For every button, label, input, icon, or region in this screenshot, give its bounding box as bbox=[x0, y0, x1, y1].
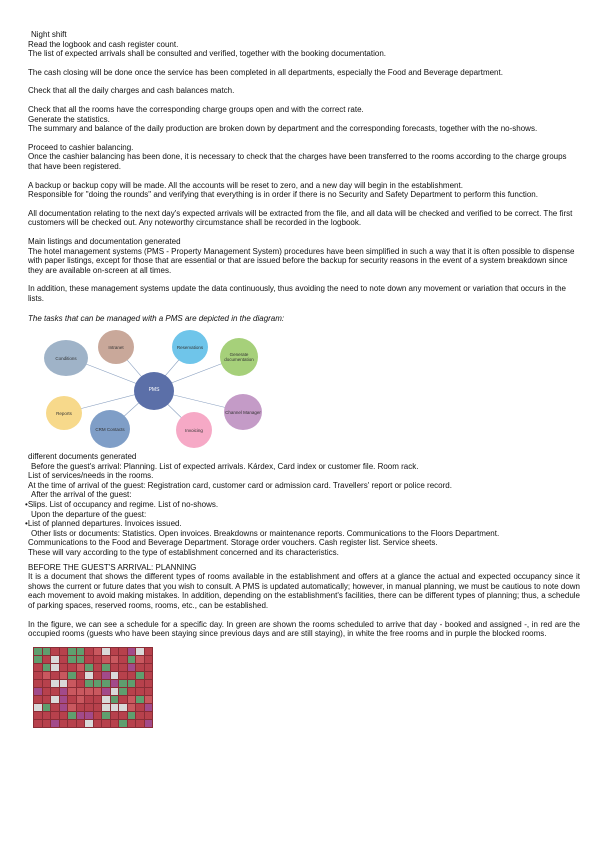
doc-line: Before the guest's arrival: Planning. List of expected arrivals. Kárdex, Card index or customer file. Room rack. bbox=[31, 461, 419, 471]
schedule-cell bbox=[111, 720, 119, 727]
schedule-cell bbox=[111, 712, 119, 719]
schedule-cell bbox=[60, 680, 68, 687]
schedule-cell bbox=[94, 656, 102, 663]
doc-bullet-line bbox=[25, 519, 580, 529]
schedule-cell bbox=[77, 664, 85, 671]
schedule-cell bbox=[60, 672, 68, 679]
schedule-cell bbox=[145, 680, 153, 687]
schedule-cell bbox=[136, 704, 144, 711]
paragraph: Once the cashier balancing has been done, it is necessary to check that the charges have been transferred to the rooms according to the charge groups that have been registered. bbox=[28, 152, 567, 171]
documents-heading: different documents generated bbox=[28, 452, 137, 462]
schedule-cell bbox=[51, 680, 59, 687]
schedule-cell bbox=[77, 712, 85, 719]
doc-line: Upon the departure of the guest: bbox=[31, 509, 147, 519]
schedule-cell bbox=[60, 664, 68, 671]
paragraph: The cash closing will be done once the service has been completed in all departments, especially the Food and Beverage department. bbox=[28, 67, 503, 77]
schedule-cell bbox=[43, 656, 51, 663]
schedule-cell bbox=[128, 720, 136, 727]
doc-line: At the time of arrival of the guest: Registration card, customer card or admission card. Travellers' report or police record. bbox=[28, 480, 452, 490]
paragraph: All documentation relating to the next day's expected arrivals will be extracted from the file, and all data will be checked and verified to be correct. The first customers will be checked out. Any noteworthy circumstance shall be recorded in the logbook. bbox=[28, 208, 573, 228]
paragraph: The hotel management systems (PMS - Property Management System) procedures have been simplified in such a way that it is often possible to dispense with paper listings, except for those that are essential or that are issued before the backup for security reasons in the event of a system breakdown since they are available on-screen at all times. bbox=[28, 246, 575, 275]
schedule-cell bbox=[111, 680, 119, 687]
schedule-cell bbox=[43, 720, 51, 727]
schedule-cell bbox=[68, 696, 76, 703]
schedule-cell bbox=[34, 672, 42, 679]
schedule-cell bbox=[145, 720, 153, 727]
schedule-cell bbox=[85, 696, 93, 703]
schedule-cell bbox=[102, 720, 110, 727]
schedule-cell bbox=[34, 704, 42, 711]
schedule-cell bbox=[34, 696, 42, 703]
schedule-cell bbox=[94, 696, 102, 703]
schedule-cell bbox=[94, 712, 102, 719]
schedule-cell bbox=[119, 680, 127, 687]
schedule-cell bbox=[51, 688, 59, 695]
schedule-cell bbox=[102, 704, 110, 711]
schedule-cell bbox=[94, 664, 102, 671]
schedule-cell bbox=[43, 672, 51, 679]
doc-line: After the arrival of the guest: bbox=[31, 490, 132, 500]
schedule-cell bbox=[51, 664, 59, 671]
schedule-cell bbox=[136, 712, 144, 719]
schedule-cell bbox=[102, 648, 110, 655]
bullet-icon: • bbox=[25, 519, 28, 529]
schedule-cell bbox=[51, 656, 59, 663]
schedule-cell bbox=[119, 712, 127, 719]
paragraph: It is a document that shows the different types of rooms available in the establishment and offers at a glance the actual and expected occupancy since it shows the current or future dates that you wish to consult. A PMS is updated automatically; however, in manual planning, we must be cautious to note down each movement to avoid making mistakes. In addition, depending on the establishment's facilities, there can be different types of planning; thus, a schedule of parking spaces, reserved rooms, rooms, etc., can be established. bbox=[28, 572, 580, 610]
schedule-cell bbox=[68, 680, 76, 687]
schedule-cell bbox=[94, 720, 102, 727]
schedule-cell bbox=[119, 664, 127, 671]
schedule-cell bbox=[85, 720, 93, 727]
schedule-cell bbox=[60, 704, 68, 711]
doc-line: List of planned departures. Invoices issued. bbox=[27, 519, 182, 529]
schedule-cell bbox=[34, 656, 42, 663]
schedule-cell bbox=[60, 720, 68, 727]
schedule-cell bbox=[136, 672, 144, 679]
schedule-cell bbox=[119, 672, 127, 679]
schedule-cell bbox=[111, 664, 119, 671]
schedule-cell bbox=[85, 704, 93, 711]
schedule-cell bbox=[51, 696, 59, 703]
schedule-cell bbox=[119, 720, 127, 727]
schedule-cell bbox=[145, 672, 153, 679]
night-shift-heading: Night shift bbox=[31, 30, 67, 39]
schedule-cell bbox=[128, 672, 136, 679]
schedule-cell bbox=[85, 672, 93, 679]
schedule-cell bbox=[68, 672, 76, 679]
schedule-cell bbox=[102, 672, 110, 679]
schedule-cell bbox=[60, 688, 68, 695]
schedule-cell bbox=[43, 712, 51, 719]
paragraph: In the figure, we can see a schedule for a specific day. In green are shown the rooms scheduled to arrive that day - booked and assigned -, in red are the occupied rooms (guests who have been staying since previous days and are still staying), in white the free rooms and in purple the blocked rooms. bbox=[28, 619, 580, 639]
schedule-cell bbox=[119, 688, 127, 695]
diagram-node: Intranet bbox=[98, 330, 134, 364]
schedule-cell bbox=[77, 688, 85, 695]
schedule-cell bbox=[145, 688, 153, 695]
schedule-cell bbox=[43, 680, 51, 687]
schedule-cell bbox=[51, 704, 59, 711]
schedule-cell bbox=[77, 680, 85, 687]
schedule-cell bbox=[145, 704, 153, 711]
schedule-cell bbox=[128, 696, 136, 703]
schedule-cell bbox=[85, 712, 93, 719]
schedule-cell bbox=[34, 680, 42, 687]
schedule-cell bbox=[77, 696, 85, 703]
schedule-cell bbox=[43, 648, 51, 655]
schedule-cell bbox=[43, 696, 51, 703]
doc-line: Communications to the Food and Beverage Department. Storage order vouchers. Cash register list. Service sheets. bbox=[28, 538, 438, 548]
schedule-cell bbox=[51, 712, 59, 719]
schedule-cell bbox=[60, 696, 68, 703]
schedule-cell bbox=[128, 680, 136, 687]
schedule-cell bbox=[51, 720, 59, 727]
diagram-node: Reservations bbox=[172, 330, 208, 364]
schedule-cell bbox=[94, 648, 102, 655]
paragraph: A backup or backup copy will be made. All the accounts will be reset to zero, and a new day will begin in the establishment. bbox=[28, 180, 463, 190]
schedule-cell bbox=[77, 648, 85, 655]
schedule-cell bbox=[145, 648, 153, 655]
schedule-cell bbox=[77, 672, 85, 679]
schedule-cell bbox=[68, 656, 76, 663]
schedule-cell bbox=[136, 680, 144, 687]
schedule-cell bbox=[119, 696, 127, 703]
paragraph: In addition, these management systems update the data continuously, thus avoiding the need to note down any movement or variation that occurs in the lists. bbox=[28, 284, 566, 303]
schedule-cell bbox=[34, 648, 42, 655]
paragraph: Proceed to cashier balancing. bbox=[28, 142, 134, 152]
schedule-cell bbox=[145, 656, 153, 663]
schedule-cell bbox=[60, 648, 68, 655]
schedule-cell bbox=[136, 688, 144, 695]
schedule-cell bbox=[43, 704, 51, 711]
schedule-cell bbox=[43, 688, 51, 695]
paragraph: Check that all the daily charges and cash balances match. bbox=[28, 86, 235, 96]
schedule-cell bbox=[128, 704, 136, 711]
schedule-cell bbox=[128, 688, 136, 695]
schedule-cell bbox=[119, 656, 127, 663]
document-page bbox=[25, 30, 580, 728]
schedule-cell bbox=[77, 704, 85, 711]
schedule-cell bbox=[102, 664, 110, 671]
doc-line: Other lists or documents: Statistics. Open invoices. Breakdowns or maintenance reports. Communications to the Floors Department. bbox=[31, 528, 500, 538]
schedule-cell bbox=[102, 656, 110, 663]
schedule-cell bbox=[119, 648, 127, 655]
schedule-cell bbox=[68, 648, 76, 655]
schedule-cell bbox=[85, 656, 93, 663]
schedule-cell bbox=[128, 648, 136, 655]
doc-line: These will vary according to the type of establishment concerned and its characteristics. bbox=[28, 548, 339, 557]
schedule-cell bbox=[85, 664, 93, 671]
schedule-cell bbox=[68, 704, 76, 711]
diagram-node: CRM Contacts bbox=[90, 410, 130, 448]
schedule-cell bbox=[68, 720, 76, 727]
doc-bullet-line bbox=[25, 500, 580, 510]
paragraph: Responsible for "doing the rounds" and verifying that everything is in order if there is no Security and Safety Department to perform this function. bbox=[28, 190, 538, 200]
schedule-cell bbox=[111, 696, 119, 703]
planning-schedule-image bbox=[33, 647, 153, 728]
schedule-cell bbox=[94, 672, 102, 679]
paragraph: Read the logbook and cash register count. bbox=[28, 39, 179, 49]
schedule-cell bbox=[145, 664, 153, 671]
schedule-cell bbox=[102, 712, 110, 719]
schedule-cell bbox=[111, 656, 119, 663]
schedule-cell bbox=[77, 656, 85, 663]
pms-hub: PMS bbox=[134, 372, 174, 410]
schedule-cell bbox=[94, 704, 102, 711]
paragraph: The summary and balance of the daily production are broken down by department and the corresponding forecasts, together with the no-shows. bbox=[28, 124, 538, 134]
schedule-cell bbox=[68, 664, 76, 671]
schedule-cell bbox=[111, 648, 119, 655]
schedule-cell bbox=[136, 720, 144, 727]
schedule-cell bbox=[119, 704, 127, 711]
bullet-icon: • bbox=[25, 500, 28, 510]
diagram-node: Reports bbox=[46, 396, 82, 430]
paragraph: Check that all the rooms have the corresponding charge groups open and with the correct rate. bbox=[28, 104, 364, 114]
main-listings-heading: Main listings and documentation generated bbox=[28, 236, 181, 246]
schedule-cell bbox=[136, 648, 144, 655]
paragraph: The list of expected arrivals shall be consulted and verified, together with the booking documentation. bbox=[28, 49, 386, 59]
schedule-cell bbox=[128, 656, 136, 663]
diagram-node: Generate documentation bbox=[220, 338, 258, 376]
schedule-cell bbox=[34, 664, 42, 671]
diagram-node: Conditions bbox=[44, 340, 88, 376]
schedule-cell bbox=[102, 696, 110, 703]
schedule-cell bbox=[111, 688, 119, 695]
doc-line: List of services/needs in the rooms. bbox=[28, 471, 154, 481]
schedule-cell bbox=[60, 656, 68, 663]
doc-line: Slips. List of occupancy and regime. List of no-shows. bbox=[27, 500, 219, 510]
schedule-cell bbox=[85, 648, 93, 655]
diagram-node: Channel Manager bbox=[224, 394, 262, 430]
schedule-cell bbox=[102, 680, 110, 687]
planning-heading: BEFORE THE GUEST'S ARRIVAL: PLANNING bbox=[28, 562, 197, 572]
schedule-cell bbox=[77, 720, 85, 727]
schedule-cell bbox=[136, 656, 144, 663]
pms-diagram bbox=[38, 330, 268, 448]
diagram-node: Invoicing bbox=[176, 412, 212, 448]
schedule-cell bbox=[136, 696, 144, 703]
schedule-cell bbox=[34, 688, 42, 695]
schedule-cell bbox=[136, 664, 144, 671]
schedule-cell bbox=[51, 648, 59, 655]
schedule-cell bbox=[60, 712, 68, 719]
schedule-cell bbox=[94, 680, 102, 687]
schedule-cell bbox=[145, 712, 153, 719]
schedule-cell bbox=[145, 696, 153, 703]
schedule-cell bbox=[128, 664, 136, 671]
schedule-cell bbox=[68, 712, 76, 719]
schedule-cell bbox=[51, 672, 59, 679]
schedule-cell bbox=[43, 664, 51, 671]
schedule-cell bbox=[34, 720, 42, 727]
schedule-cell bbox=[102, 688, 110, 695]
schedule-cell bbox=[68, 688, 76, 695]
diagram-caption: The tasks that can be managed with a PMS are depicted in the diagram: bbox=[28, 314, 285, 324]
schedule-cell bbox=[111, 672, 119, 679]
paragraph: Generate the statistics. bbox=[28, 114, 110, 124]
schedule-cell bbox=[85, 688, 93, 695]
schedule-cell bbox=[94, 688, 102, 695]
schedule-cell bbox=[85, 680, 93, 687]
schedule-cell bbox=[128, 712, 136, 719]
schedule-cell bbox=[34, 712, 42, 719]
schedule-cell bbox=[111, 704, 119, 711]
